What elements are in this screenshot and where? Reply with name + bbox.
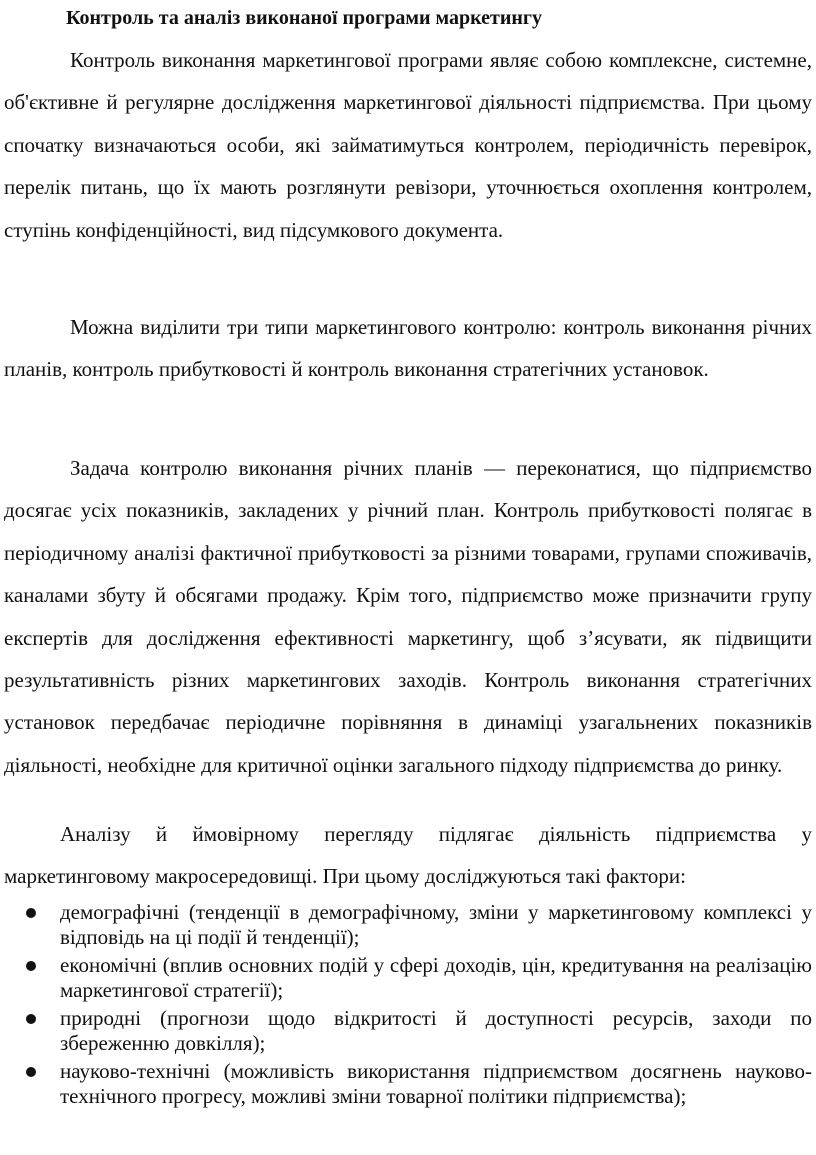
list-item [4,900,812,949]
factors-list [4,900,812,1112]
factor-text: економічні (вплив основних подій у сфері доходів, цін, кредитування на реалізацію маркетингової стратегії); [60,953,812,1002]
paragraph-control-types: Можна виділити три типи маркетингового контролю: контроль виконання річних планів, контроль прибутковості й контроль виконання стратегічних установок. [4,315,812,382]
paragraph-control-tasks: Задача контролю виконання річних планів — переконатися, що підприємство досягає усіх показників, закладених у річний план. Контроль прибутковості полягає в періодичному аналізі фактичної прибутковості за різними товарами, групами споживачів, каналами збуту й обсягами продажу. Крім того, підприємство може призначити групу експертів для дослідження ефективності маркетингу, щоб з’ясувати, як підвищити результативність різних маркетингових заходів. Контроль виконання стратегічних установок передбачає періодичне порівняння в динаміці узагальнених показників діяльності, необхідне для критичної оцінки загального підходу підприємства до ринку. [4,456,812,777]
list-item [4,1006,812,1055]
bullet-icon [26,908,36,918]
bullet-icon [26,961,36,971]
document-title: Контроль та аналіз виконаної програми маркетингу [66,7,542,29]
paragraph-macroenvironment: Аналізу й ймовірному перегляду підлягає діяльність підприємства у маркетинговому макросередовищі. При цьому досліджуються такі фактори: [4,822,812,889]
list-item [4,1059,812,1108]
list-item [4,953,812,1002]
bullet-icon [26,1067,36,1077]
bullet-icon [26,1014,36,1024]
factor-text: демографічні (тенденції в демографічному, зміни у маркетинговому комплексі у відповідь на ці події й тенденції); [60,900,812,949]
paragraph-control-definition: Контроль виконання маркетингової програми являє собою комплексне, системне, об'єктивне й регулярне дослідження маркетингової діяльності підприємства. При цьому спочатку визначаються особи, які займатимуться контролем, періодичність перевірок, перелік питань, що їх мають розглянути ревізори, уточнюється охоплення контролем, ступінь конфіденційності, вид підсумкового документа. [4,48,812,242]
factor-text: природні (прогнози щодо відкритості й доступності ресурсів, заходи по збереженню довкілля); [60,1006,812,1055]
factor-text: науково-технічні (можливість використання підприємством досягнень науково-технічного прогресу, можливі зміни товарної політики підприємства); [60,1059,812,1108]
